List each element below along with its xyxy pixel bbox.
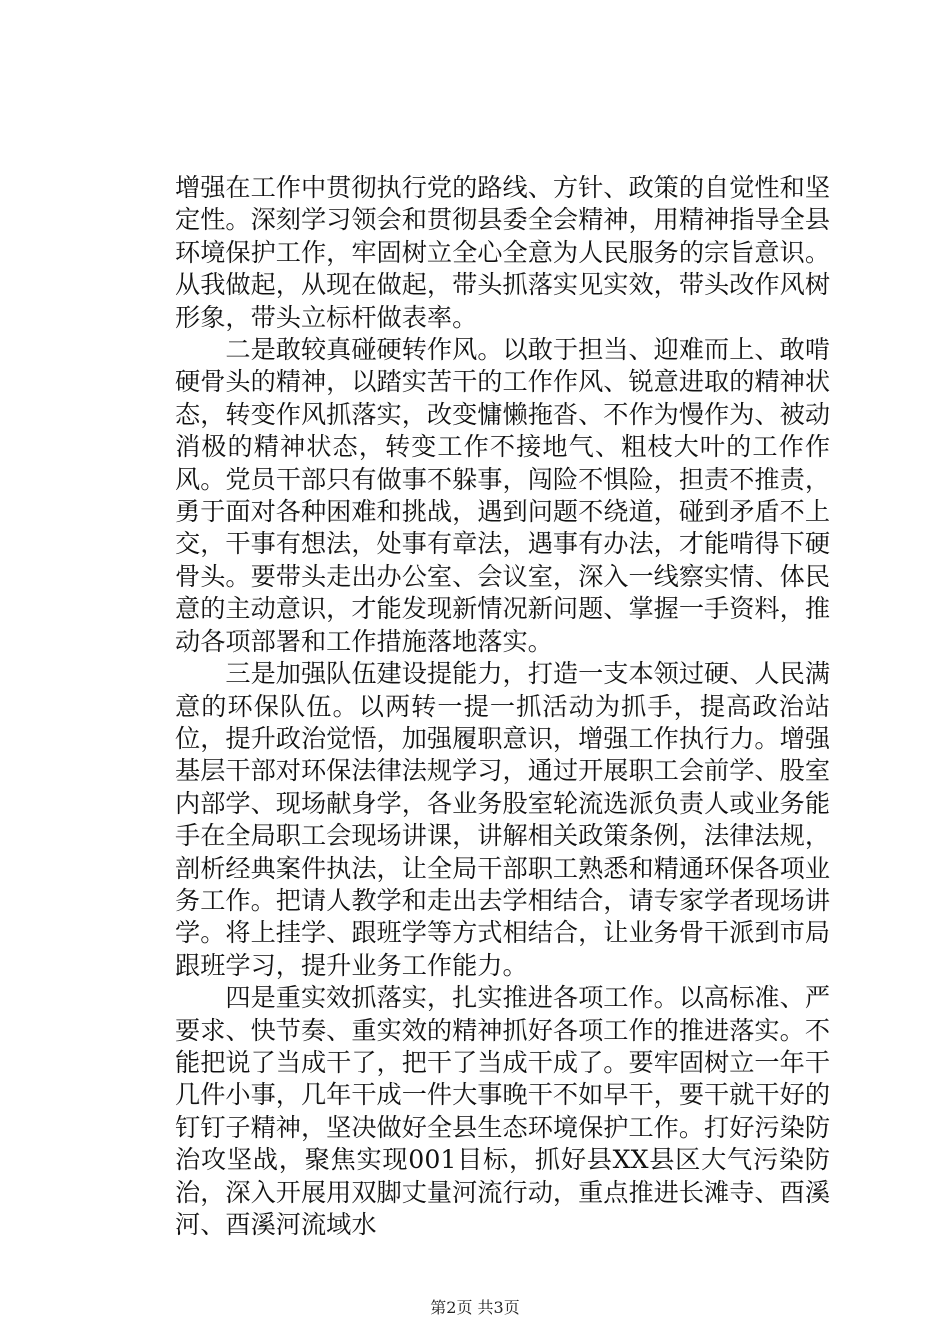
paragraph-implementation: 四是重实效抓落实，扎实推进各项工作。以高标准、严要求、快节奏、重实效的精神抓好各项工作的推进落实。不能把说了当成干了，把干了当成干成了。要牢固树立一年干几件小事，几年干成一件大事晚干不如早干，要干就干好的钉钉子精神，坚决做好全县生态环境保护工作。打好污染防治攻坚战，聚焦实现001目标，抓好县XX县区大气污染防治，深入开展用双脚丈量河流行动，重点推进长滩寺、酉溪河、酉溪河流域水 [175,983,830,1239]
paragraph-style-improvement: 二是敢较真碰硬转作风。以敢于担当、迎难而上、敢啃硬骨头的精神，以踏实苦干的工作作风、锐意进取的精神状态，转变作风抓落实，改变慵懒拖沓、不作为慢作为、被动消极的精神状态，转变工作不接地气、粗枝大叶的工作作风。党员干部只有做事不躲事，闯险不惧险，担责不推责，勇于面对各种困难和挑战，遇到问题不绕道，碰到矛盾不上交，干事有想法，处事有章法，遇事有办法，才能啃得下硬骨头。要带头走出办公室、会议室，深入一线察实情、体民意的主动意识，才能发现新情况新问题、掌握一手资料，推动各项部署和工作措施落地落实。 [175,335,830,656]
paragraph-team-building: 三是加强队伍建设提能力，打造一支本领过硬、人民满意的环保队伍。以两转一提一抓活动为抓手，提高政治站位，提升政治觉悟，加强履职意识，增强工作执行力。增强基层干部对环保法律法规学习，通过开展职工会前学、股室内部学、现场献身学，各业务股室轮流选派负责人或业务能手在全局职工会现场讲课，讲解相关政策条例，法律法规，剖析经典案件执法，让全局干部职工熟悉和精通环保各项业务工作。把请人教学和走出去学相结合，请专家学者现场讲学。将上挂学、跟班学等方式相结合，让业务骨干派到市局跟班学习，提升业务工作能力。 [175,659,830,980]
paragraph-continuation: 增强在工作中贯彻执行党的路线、方针、政策的自觉性和坚定性。深刻学习领会和贯彻县委全会精神，用精神指导全县环境保护工作，牢固树立全心全意为人民服务的宗旨意识。从我做起，从现在做起，带头抓落实见实效，带头改作风树形象，带头立标杆做表率。 [175,173,830,332]
document-body [175,172,830,1241]
page-number-footer: 第2页 共3页 [430,1298,520,1317]
